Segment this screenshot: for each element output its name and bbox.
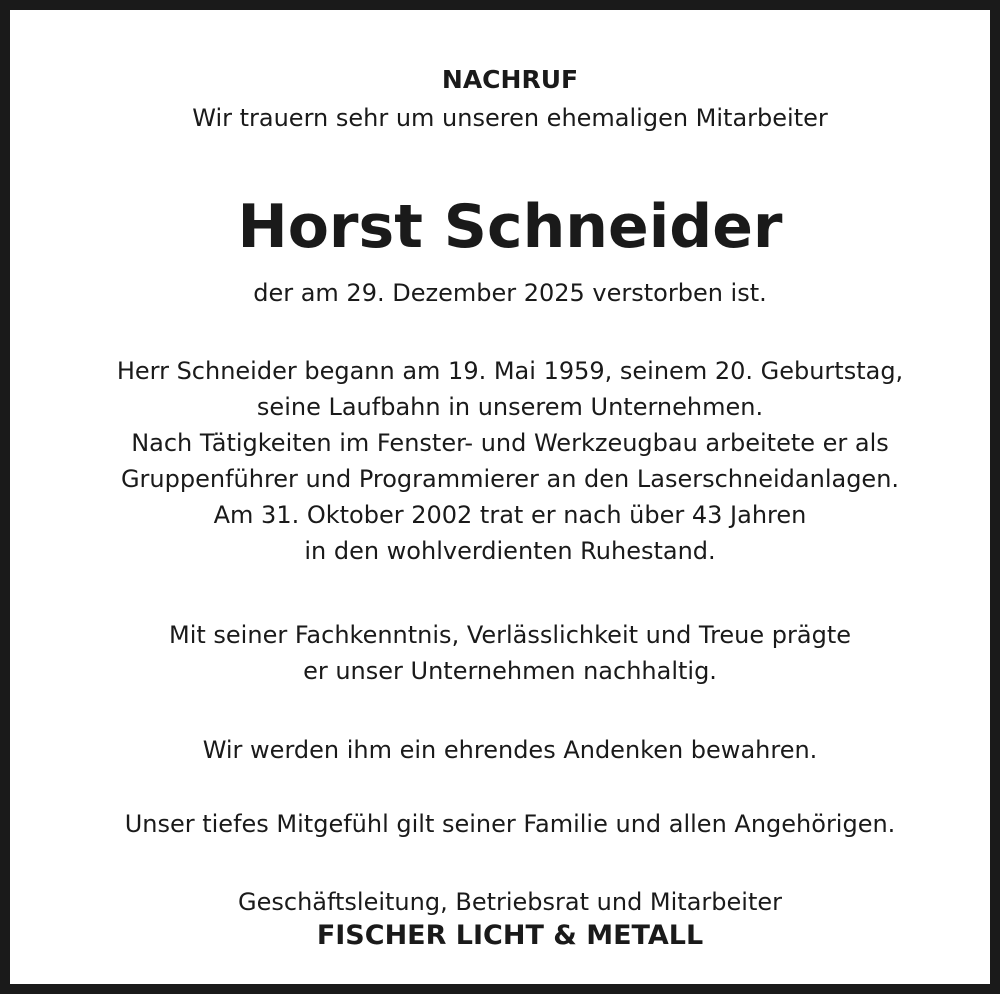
career-line: Gruppenführer und Programmierer an den Laserschneidanlagen. <box>120 465 900 493</box>
death-date-line: der am 29. Dezember 2025 verstorben ist. <box>253 279 767 307</box>
company-name: FISCHER LICHT & METALL <box>316 920 704 951</box>
career-line: Nach Tätigkeiten im Fenster- und Werkzeugbau arbeitete er als <box>131 429 889 457</box>
intro-line: Wir trauern sehr um unseren ehemaligen Mitarbeiter <box>192 104 828 132</box>
career-line: Am 31. Oktober 2002 trat er nach über 43 Jahren <box>213 501 807 529</box>
career-paragraph <box>20 353 1000 569</box>
tribute-paragraph <box>20 617 1000 689</box>
deceased-name: Horst Schneider <box>237 192 783 262</box>
condolence-line: Unser tiefes Mitgefühl gilt seiner Familie und allen Angehörigen. <box>124 810 896 838</box>
tribute-line: Mit seiner Fachkenntnis, Verlässlichkeit und Treue prägte <box>169 621 851 649</box>
signatories-line: Geschäftsleitung, Betriebsrat und Mitarbeiter <box>238 888 782 916</box>
career-line: in den wohlverdienten Ruhestand. <box>304 537 716 565</box>
career-line: seine Laufbahn in unserem Unternehmen. <box>256 393 764 421</box>
career-line: Herr Schneider begann am 19. Mai 1959, seinem 20. Geburtstag, <box>116 357 904 385</box>
heading-nachruf: NACHRUF <box>441 65 579 94</box>
tribute-line: er unser Unternehmen nachhaltig. <box>303 657 717 685</box>
memory-line: Wir werden ihm ein ehrendes Andenken bewahren. <box>202 736 818 764</box>
